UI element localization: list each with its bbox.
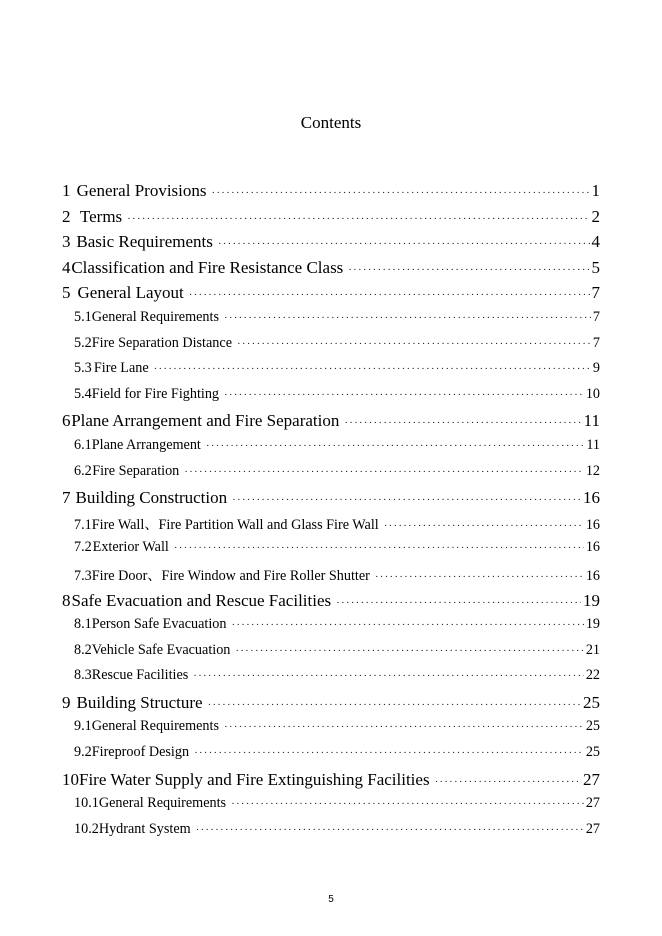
toc-dot-leader — [194, 747, 584, 759]
toc-entry-page: 16 — [583, 488, 600, 508]
toc-entry-page: 9 — [592, 360, 600, 377]
toc-entry-number: 5.1 — [74, 308, 92, 325]
toc-entry-page: 5 — [591, 257, 600, 277]
toc-entry-label: Basic Requirements — [76, 232, 213, 252]
toc-entry-number: 4 — [62, 257, 71, 277]
toc-chapter-entry[interactable] — [62, 488, 600, 514]
toc-entry-label: Rescue Facilities — [91, 667, 189, 684]
toc-dot-leader — [189, 289, 590, 301]
toc-section-entry[interactable] — [62, 539, 600, 565]
toc-section-entry[interactable] — [62, 386, 600, 412]
toc-section-entry[interactable] — [62, 667, 600, 693]
toc-entry-page: 10 — [585, 385, 600, 402]
toc-entry-label: Field for Fire Fighting — [91, 385, 220, 402]
toc-section-entry[interactable] — [62, 437, 600, 463]
toc-section-entry[interactable] — [62, 514, 600, 540]
toc-entry-page: 11 — [586, 436, 600, 453]
toc-section-entry[interactable] — [62, 744, 600, 770]
toc-chapter-entry[interactable] — [62, 207, 600, 233]
toc-entry-page: 27 — [585, 820, 600, 837]
table-of-contents — [62, 181, 600, 846]
toc-entry-label: Fire Water Supply and Fire Extinguishing Facilities — [79, 769, 430, 789]
toc-entry-page: 4 — [591, 232, 600, 252]
toc-entry-number: 8.2 — [74, 641, 92, 658]
toc-chapter-entry[interactable] — [62, 258, 600, 284]
toc-dot-leader — [174, 542, 584, 554]
toc-dot-leader — [224, 312, 591, 324]
toc-entry-label: General Requirements — [98, 795, 227, 812]
toc-entry-page: 7 — [591, 283, 600, 303]
toc-entry-number: 7.1 — [74, 516, 92, 533]
toc-dot-leader — [344, 417, 581, 429]
toc-dot-leader — [375, 571, 584, 583]
toc-dot-leader — [218, 238, 590, 250]
toc-entry-page: 27 — [583, 769, 600, 789]
toc-entry-number: 10 — [62, 769, 79, 789]
toc-entry-label: Fire Lane — [93, 360, 149, 377]
toc-dot-leader — [237, 338, 591, 350]
toc-entry-label: Building Construction — [75, 488, 228, 508]
toc-entry-number: 7 — [62, 488, 71, 508]
toc-dot-leader — [212, 187, 590, 199]
toc-dot-leader — [208, 699, 581, 711]
toc-dot-leader — [435, 776, 581, 788]
toc-entry-number: 6 — [62, 411, 71, 431]
toc-dot-leader — [348, 264, 589, 276]
toc-section-entry[interactable] — [62, 821, 600, 847]
toc-entry-label: Terms — [79, 206, 123, 226]
toc-entry-label: Exterior Wall — [92, 539, 169, 556]
toc-entry-number: 7.2 — [74, 539, 92, 556]
toc-entry-number: 9 — [62, 692, 71, 712]
toc-dot-leader — [336, 597, 581, 609]
toc-entry-label: General Provisions — [76, 181, 207, 200]
toc-dot-leader — [224, 389, 584, 401]
page-number: 5 — [328, 894, 334, 905]
toc-dot-leader — [231, 619, 583, 631]
toc-entry-label: Safe Evacuation and Rescue Facilities — [71, 590, 332, 610]
toc-entry-page: 7 — [592, 308, 600, 325]
toc-entry-page: 16 — [585, 567, 600, 584]
toc-entry-label: Hydrant System — [98, 820, 191, 837]
toc-entry-page: 19 — [583, 590, 600, 610]
toc-entry-page: 1 — [591, 181, 600, 200]
toc-section-entry[interactable] — [62, 642, 600, 668]
toc-entry-label: Classification and Fire Resistance Class — [71, 257, 344, 277]
toc-entry-label: Vehicle Safe Evacuation — [91, 641, 231, 658]
toc-dot-leader — [232, 494, 581, 506]
toc-entry-number: 6.1 — [74, 436, 92, 453]
toc-entry-number: 10.1 — [74, 795, 99, 812]
toc-entry-label: Fire Wall、Fire Partition Wall and Glass Fire Wall — [91, 516, 379, 533]
toc-dot-leader — [384, 520, 584, 532]
toc-entry-label: Fire Separation — [92, 462, 180, 479]
toc-entry-page: 22 — [585, 667, 600, 684]
toc-entry-number: 5.3 — [74, 360, 92, 377]
toc-entry-number: 1 — [62, 181, 71, 200]
toc-entry-label: Fire Door、Fire Window and Fire Roller Shutter — [91, 567, 370, 584]
toc-entry-page: 11 — [583, 411, 600, 431]
toc-entry-label: Fireproof Design — [91, 744, 190, 761]
toc-entry-page: 25 — [585, 718, 600, 735]
toc-section-entry[interactable] — [62, 616, 600, 642]
toc-entry-number: 8.3 — [74, 667, 92, 684]
toc-dot-leader — [224, 721, 584, 733]
toc-entry-number: 5.2 — [74, 334, 92, 351]
toc-entry-page: 21 — [585, 641, 600, 658]
toc-entry-number: 6.2 — [74, 462, 92, 479]
toc-section-entry[interactable] — [62, 463, 600, 489]
toc-dot-leader — [193, 670, 584, 682]
toc-section-entry[interactable] — [62, 335, 600, 361]
toc-entry-page: 25 — [583, 692, 600, 712]
toc-entry-page: 12 — [585, 462, 600, 479]
toc-entry-page: 16 — [585, 516, 600, 533]
toc-dot-leader — [184, 466, 584, 478]
toc-entry-number: 5 — [62, 283, 71, 303]
toc-section-entry[interactable] — [62, 795, 600, 821]
toc-dot-leader — [231, 798, 584, 810]
toc-dot-leader — [235, 645, 583, 657]
toc-dot-leader — [196, 824, 584, 836]
toc-entry-page: 19 — [585, 616, 600, 633]
toc-entry-label: General Requirements — [91, 308, 219, 325]
page-title: Contents — [300, 113, 362, 132]
toc-entry-label: Plane Arrangement and Fire Separation — [71, 411, 340, 431]
toc-entry-number: 10.2 — [74, 820, 99, 837]
toc-entry-label: Person Safe Evacuation — [91, 616, 227, 633]
toc-entry-number: 9.2 — [74, 744, 92, 761]
toc-entry-label: General Layout — [77, 283, 184, 303]
toc-chapter-entry[interactable] — [62, 693, 600, 719]
toc-entry-page: 25 — [585, 744, 600, 761]
toc-entry-label: Fire Separation Distance — [91, 334, 232, 351]
toc-section-entry[interactable] — [62, 309, 600, 335]
toc-entry-page: 7 — [592, 334, 600, 351]
toc-entry-page: 16 — [585, 539, 600, 556]
toc-dot-leader — [127, 213, 589, 225]
toc-chapter-entry[interactable] — [62, 411, 600, 437]
toc-entry-page: 27 — [585, 795, 600, 812]
toc-chapter-entry[interactable] — [62, 232, 600, 258]
toc-section-entry[interactable] — [62, 718, 600, 744]
toc-section-entry[interactable] — [62, 565, 600, 591]
toc-entry-label: General Requirements — [91, 718, 219, 735]
toc-chapter-entry[interactable] — [62, 283, 600, 309]
toc-chapter-entry[interactable] — [62, 770, 600, 796]
toc-entry-number: 3 — [62, 232, 71, 252]
toc-section-entry[interactable] — [62, 360, 600, 386]
toc-entry-number: 5.4 — [74, 385, 92, 402]
toc-chapter-entry[interactable] — [62, 181, 600, 207]
toc-dot-leader — [206, 440, 584, 452]
toc-entry-number: 7.3 — [74, 567, 92, 584]
toc-entry-page: 2 — [591, 206, 600, 226]
toc-entry-number: 2 — [62, 206, 71, 226]
toc-entry-label: Plane Arrangement — [91, 436, 201, 453]
toc-dot-leader — [154, 363, 591, 375]
toc-entry-label: Building Structure — [76, 692, 203, 712]
toc-entry-number: 8.1 — [74, 616, 92, 633]
toc-entry-number: 8 — [62, 590, 71, 610]
toc-chapter-entry[interactable] — [62, 591, 600, 617]
toc-entry-number: 9.1 — [74, 718, 92, 735]
